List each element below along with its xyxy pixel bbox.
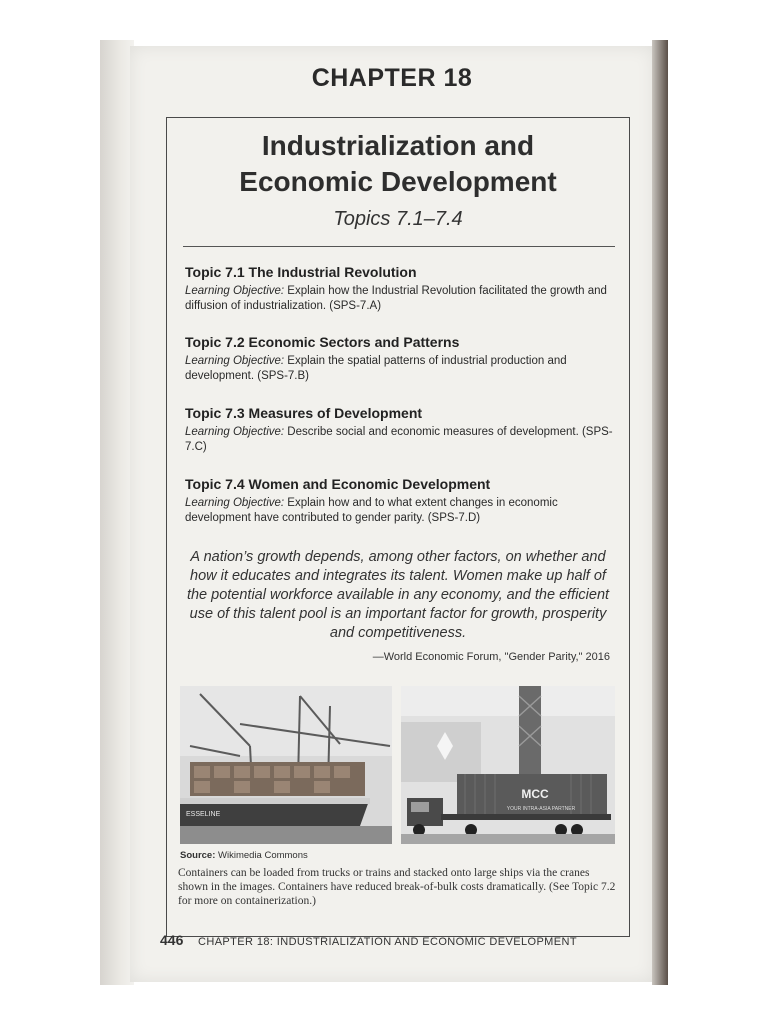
- topic-heading: Topic 7.1 The Industrial Revolution: [185, 264, 417, 280]
- photo-container-ship: [180, 686, 392, 844]
- divider: [183, 246, 615, 247]
- container-ship-illustration: [180, 686, 392, 844]
- objective-label: Learning Objective:: [185, 355, 285, 367]
- objective-label: Learning Objective:: [185, 285, 285, 297]
- learning-objective: [185, 425, 615, 455]
- book-edge-right: [652, 40, 668, 985]
- chapter-title: [166, 128, 630, 200]
- chapter-title-line-1: Industrialization and: [261, 130, 535, 161]
- photo-container-truck: [401, 686, 615, 844]
- topic-7-2: [185, 334, 615, 384]
- learning-objective: [185, 354, 615, 384]
- learning-objective: [185, 284, 615, 314]
- topic-7-4: [185, 476, 615, 526]
- running-footer: CHAPTER 18: INDUSTRIALIZATION AND ECONOMIC DEVELOPMENT: [198, 936, 577, 948]
- chapter-title-line-2: Economic Development: [239, 166, 557, 197]
- topic-7-3: [185, 405, 615, 455]
- objective-text: Explain the spatial patterns of industrial production and development. (SPS-7.B): [185, 355, 567, 382]
- objective-text: Describe social and economic measures of development. (SPS-7.C): [185, 426, 613, 453]
- photo-source: [180, 850, 308, 861]
- objective-text: Explain how the Industrial Revolution facilitated the growth and diffusion of industrialization. (SPS-7.A): [185, 285, 607, 312]
- chapter-topics-range: Topics 7.1–7.4: [333, 208, 463, 230]
- photo-caption: Containers can be loaded from trucks or trains and stacked onto large ships via the cranes shown in the images. Containers have reduced break-of-bulk costs dramatically. (See Topic 7.2 for more on containerization.): [178, 867, 616, 907]
- objective-text: Explain how and to what extent changes in economic development have contributed to gender parity. (SPS-7.D): [185, 497, 558, 524]
- container-brand: MCC: [521, 787, 549, 801]
- epigraph-quote: A nation’s growth depends, among other factors, on whether and how it educates and integrates its talent. Women make up half of the potential workforce available in any economy, and the efficient use of this talent pool is an important factor for growth, prosperity and competitiveness.: [186, 549, 610, 641]
- container-tagline: YOUR INTRA-ASIA PARTNER: [506, 806, 576, 812]
- source-label: Source:: [180, 850, 216, 861]
- container-truck-illustration: [401, 686, 615, 844]
- chapter-label: CHAPTER 18: [311, 64, 473, 92]
- page-number: 446: [160, 932, 184, 948]
- book-spine-left: [100, 40, 134, 985]
- topic-7-1: [185, 264, 615, 314]
- ship-label: ESSELINE: [186, 811, 221, 818]
- source-value: Wikimedia Commons: [215, 850, 308, 861]
- quote-attribution: —World Economic Forum, "Gender Parity," 2016: [372, 651, 610, 663]
- learning-objective: [185, 496, 615, 526]
- objective-label: Learning Objective:: [185, 497, 285, 509]
- topic-heading: Topic 7.3 Measures of Development: [185, 405, 423, 421]
- topic-heading: Topic 7.2 Economic Sectors and Patterns: [185, 334, 460, 350]
- objective-label: Learning Objective:: [185, 426, 285, 438]
- topic-heading: Topic 7.4 Women and Economic Development: [185, 476, 491, 492]
